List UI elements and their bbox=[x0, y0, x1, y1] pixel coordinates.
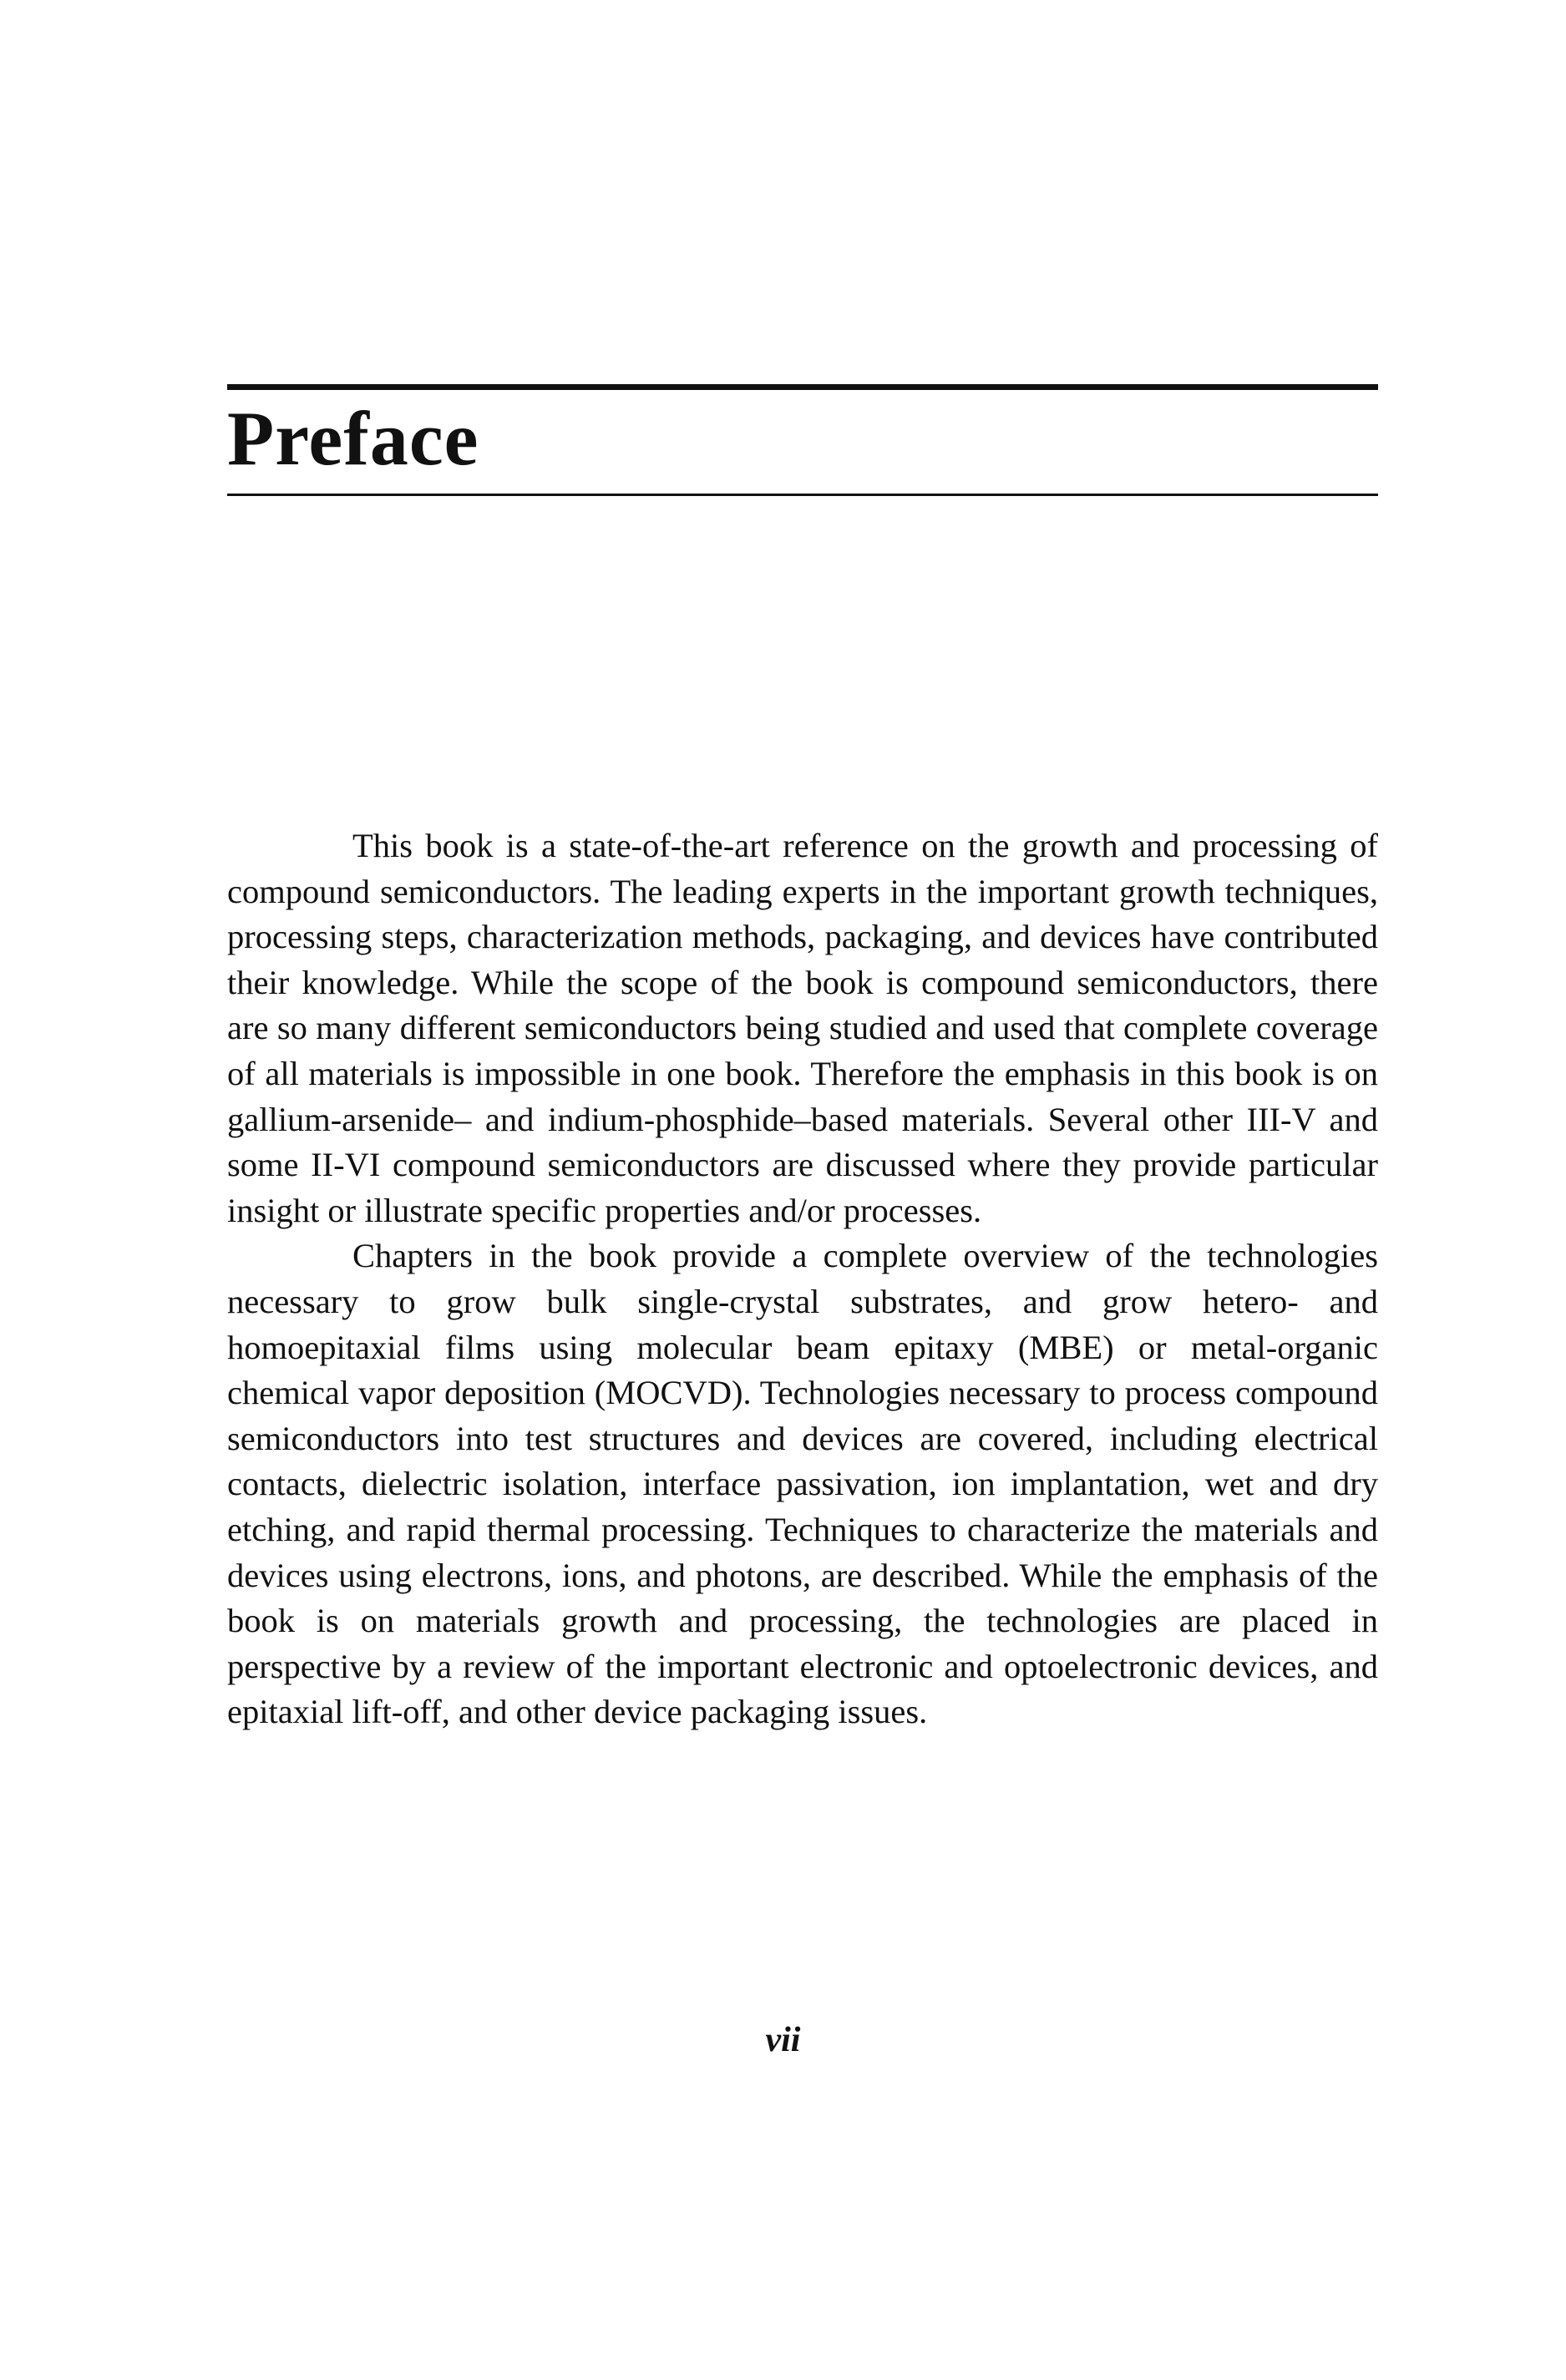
preface-body bbox=[227, 823, 1378, 1735]
top-rule bbox=[227, 384, 1378, 390]
page-number: vii bbox=[765, 2021, 801, 2059]
paragraph-1: This book is a state-of-the-art reference on the growth and processing of compound semiconductors. The leading experts in the important growth techniques, processing steps, characterization methods, packaging, and devices have contributed their knowledge. While the scope of the book is compound semiconductors, there are so many different semiconductors being studied and used that complete coverage of all materials is impossible in one book. Therefore the emphasis in this book is on gallium-arsenide– and indium-phosphide–based materials. Several other III-V and some II-VI compound semiconductors are discussed where they provide particular insight or illustrate specific properties and/or processes. bbox=[227, 827, 1378, 1229]
paragraph-2: Chapters in the book provide a complete overview of the technologies necessary to grow bulk single-crystal substrates, and grow hetero- and homoepitaxial films using molecular beam epitaxy (MBE) or metal-organic chemical vapor deposition (MOCVD). Technologies necessary to process compound semiconductors into test structures and devices are covered, including electrical contacts, dielectric isolation, interface passivation, ion implantation, wet and dry etching, and rapid thermal processing. Techniques to characterize the materials and devices using electrons, ions, and photons, are described. While the emphasis of the book is on materials growth and processing, the technologies are placed in perspective by a review of the important electronic and optoelectronic devices, and epitaxial lift-off, and other device packaging issues. bbox=[227, 1237, 1378, 1731]
bottom-rule bbox=[227, 494, 1378, 496]
page-title: Preface bbox=[227, 396, 479, 481]
